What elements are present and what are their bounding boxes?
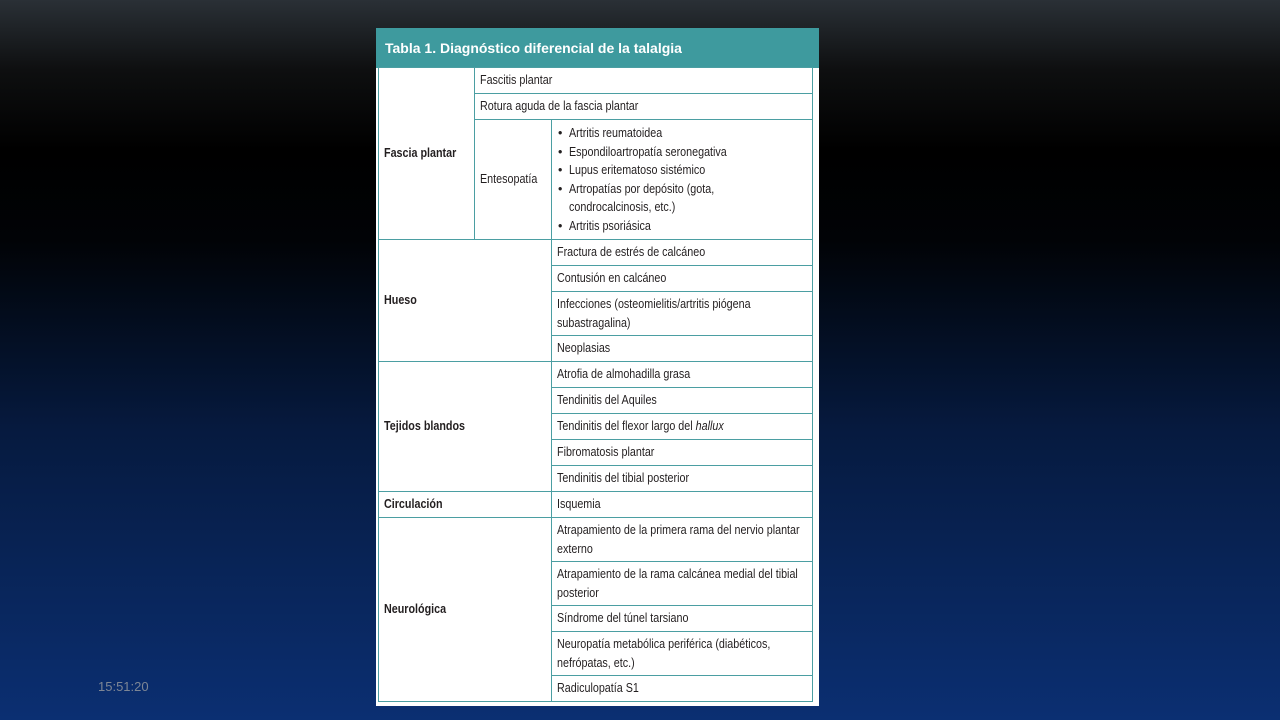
table-cell: Fascitis plantar — [475, 68, 813, 94]
table-cell: Neoplasias — [552, 336, 813, 362]
table-cell: Rotura aguda de la fascia plantar — [475, 94, 813, 120]
table-row — [379, 68, 813, 94]
table-cell: Atrapamiento de la primera rama del nervio plantar externo — [552, 518, 813, 562]
table-row — [379, 518, 813, 562]
table-cell: Radiculopatía S1 — [552, 676, 813, 702]
category-fascia-plantar: Fascia plantar — [379, 68, 475, 240]
table-row — [379, 240, 813, 266]
table-title: Tabla 1. Diagnóstico diferencial de la talalgia — [376, 28, 819, 68]
table-cell: Infecciones (osteomielitis/artritis piógena subastragalina) — [552, 292, 813, 336]
list-item: • Lupus eritematoso sistémico — [569, 161, 807, 180]
table-cell: Contusión en calcáneo — [552, 266, 813, 292]
table-cell: Tendinitis del flexor largo del hallux — [552, 414, 813, 440]
entesopatia-list — [557, 124, 807, 235]
table-row — [379, 362, 813, 388]
table-cell: Tendinitis del tibial posterior — [552, 466, 813, 492]
list-item: • Espondiloartropatía seronegativa — [569, 143, 807, 162]
slide-timestamp: 15:51:20 — [98, 679, 149, 694]
list-item: • Artritis psoriásica — [569, 217, 807, 236]
subcategory-entesopatia: Entesopatía — [475, 120, 552, 240]
category-neurologica: Neurológica — [379, 518, 552, 702]
table-cell: Isquemia — [552, 492, 813, 518]
list-item: • Artritis reumatoidea — [569, 124, 807, 143]
diagnosis-table — [378, 67, 813, 702]
category-hueso: Hueso — [379, 240, 552, 362]
table-cell: Fibromatosis plantar — [552, 440, 813, 466]
table-cell — [552, 120, 813, 240]
table-row — [379, 492, 813, 518]
table-cell: Tendinitis del Aquiles — [552, 388, 813, 414]
table-cell: Neuropatía metabólica periférica (diabéticos, nefrópatas, etc.) — [552, 632, 813, 676]
differential-diagnosis-table-image — [376, 28, 819, 706]
category-tejidos-blandos: Tejidos blandos — [379, 362, 552, 492]
table-cell: Fractura de estrés de calcáneo — [552, 240, 813, 266]
table-cell: Síndrome del túnel tarsiano — [552, 606, 813, 632]
list-item: • Artropatías por depósito (gota, condrocalcinosis, etc.) — [569, 180, 807, 217]
category-circulacion: Circulación — [379, 492, 552, 518]
table-cell: Atrofia de almohadilla grasa — [552, 362, 813, 388]
table-cell: Atrapamiento de la rama calcánea medial del tibial posterior — [552, 562, 813, 606]
